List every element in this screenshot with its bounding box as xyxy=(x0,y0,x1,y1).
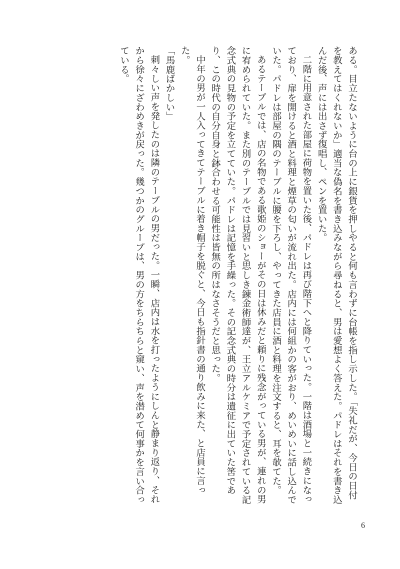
paragraph-2: 二階に用意された部屋に荷物を置いた後、パドレは再び階下へと降りていった。一階は酒場と一続きになっており、扉を開けると酒と料理と煙草の匂いが流れ出た。店内には何組かの客がおり、めいめいに話し込んでいた。パドレは部屋の隅のテーブルに腰を下ろし、やってきた店員に酒と料理を注文すると、耳を欹てた。 xyxy=(269,46,312,505)
body-text xyxy=(59,46,359,506)
page-number: 6 xyxy=(361,521,365,530)
paragraph-5-quote: 「馬鹿ばかしい」 xyxy=(163,46,175,121)
paragraph-3: あるテーブルでは、店の名物である歌姫のショーがその日は休みだと頼りに残念がっている男が、連れの男に宥められていた。また別のテーブルでは見習いと思しき錬金術師達が、王立アルケミアで予定されている記念式典の見物の予定を立てていた。パドレは記憶を手繰った。その記念式典の時分は遺征に出ていた筈であり、この時代の自分自身と鉢合わせる可能性は皆無の所はなさそうだと思った。 xyxy=(209,46,266,505)
paragraph-1: ある。目立たないように台の上に銀貨を押しやると何も言わずに台帳を指し示した。「失礼だが、今日の日付を教えてはくれないか」適当な偽名を書き込みながら尋ねると、男は愛想よく答えた。パドレはそれを書き込んだ後、声には出さず復唱し、ペンを置いた。 xyxy=(315,46,357,505)
paragraph-4: 中年の男が一人入ってきてテーブルに着き帽子を脱ぐと、今日も指針書の通り飲みに来た、と店員に言った。 xyxy=(178,46,205,495)
paragraph-6: 刺々しい声を発したのは隣のテーブルの男だった。一瞬、店内は水を打ったようにしんと静まり返り、それから徐々にざわめきが戻った。幾つかのグループは、男の方をちらちらと窺い、声を潜めて何事かを言い合っている。 xyxy=(117,46,160,505)
